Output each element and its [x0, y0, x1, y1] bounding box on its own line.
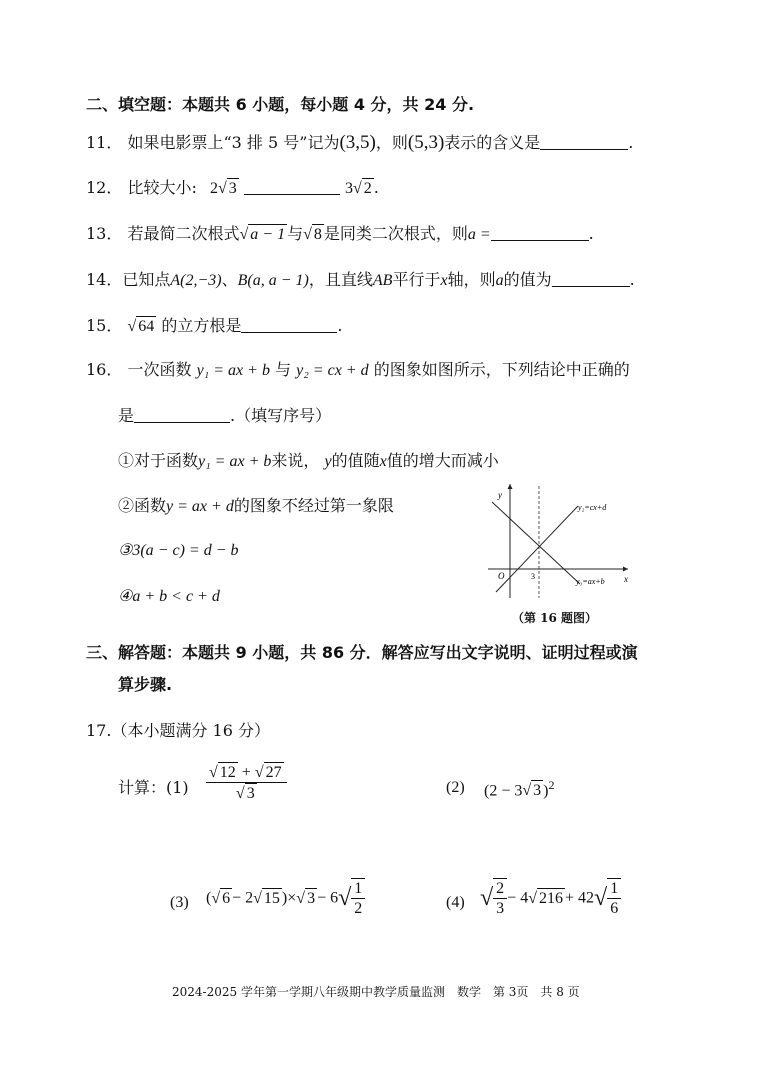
- period: .: [628, 133, 634, 152]
- line-y1-label: y₁=ax+b: [576, 577, 605, 586]
- page-footer: 2024-2025 学年第一学期八年级期中教学质量监测 数学 第 3页 共 8 页: [172, 985, 580, 999]
- question-text: 已知点: [122, 270, 171, 289]
- part-3-expression: (√ 6 − 2√ 15 )×√ 3 − 6√ $\frac{1}{2}$: [206, 878, 365, 918]
- point-b: B(a, a − 1): [237, 272, 309, 289]
- option-2: ②函数y = ax + d的图象不经过第一象限: [118, 496, 394, 515]
- question-text: 的值为: [503, 270, 552, 289]
- answer-blank[interactable]: [491, 240, 589, 241]
- question-text: 若最简二次根式: [127, 224, 240, 243]
- question-16: [86, 360, 630, 380]
- function-y2: y₂ = cx + d: [296, 362, 369, 379]
- option-3: ③3(a − c) = d − b: [118, 542, 239, 559]
- question-number: 12．: [86, 178, 123, 197]
- coordinate-pair: (5,3): [407, 132, 445, 153]
- origin-label: O: [498, 571, 505, 581]
- question-15: [86, 316, 342, 336]
- part-4-expression: √ $\frac{2}{3}$ − 4√ 216 + 42√ $\frac{1}{6}$: [480, 878, 621, 918]
- question-number: 16．: [86, 360, 123, 379]
- line-label: AB: [372, 272, 393, 289]
- radical-expression: √ 64: [127, 318, 155, 335]
- answer-blank[interactable]: [552, 286, 630, 287]
- x-axis-label: x: [624, 574, 628, 584]
- y-axis-label: y: [498, 490, 502, 500]
- question-text: .（填写序号）: [230, 406, 332, 425]
- variable: a =: [467, 226, 491, 243]
- question-11: [86, 132, 633, 155]
- question-text: 表示的含义是: [444, 133, 541, 152]
- question-text: 与: [287, 224, 304, 243]
- section-3-heading-line-2: 算步骤.: [118, 675, 173, 694]
- period: .: [629, 270, 635, 289]
- question-text: 如果电影票上“3 排 5 号”记为: [127, 133, 340, 152]
- left-expression: 2√ 3: [209, 180, 237, 197]
- answer-blank[interactable]: [244, 194, 340, 195]
- question-text: 比较大小:: [127, 178, 197, 197]
- period: .: [337, 316, 343, 335]
- section-2-heading: 二、填空题：本题共 6 小题，每小题 4 分，共 24 分.: [86, 95, 475, 114]
- question-14: [86, 270, 635, 290]
- question-number: 14．: [86, 270, 123, 289]
- figure-caption: （第 16 题图）: [512, 611, 598, 625]
- question-text: 是: [118, 406, 135, 425]
- question-text: 是同类二次根式，则: [323, 224, 468, 243]
- answer-blank[interactable]: [540, 149, 628, 150]
- part-4-label: (4): [446, 894, 465, 911]
- question-text: 与: [275, 360, 292, 379]
- option-1: ①对于函数y₁ = ax + b来说， y的值随x值的增大而减小: [118, 451, 499, 470]
- separator: 、: [221, 270, 238, 289]
- question-16-line-2: [118, 406, 331, 425]
- calc-label: 计算：(1): [118, 778, 189, 797]
- question-12: [86, 178, 379, 198]
- question-text: ，且直线: [308, 270, 373, 289]
- part-3-label: (3): [170, 894, 189, 911]
- tick-label-3: 3: [531, 572, 535, 581]
- option-4: ④a + b < c + d: [118, 588, 220, 605]
- period: .: [373, 178, 379, 197]
- answer-blank[interactable]: [241, 332, 337, 333]
- part-2-label: (2): [446, 779, 465, 796]
- part-2-expression: (2 − 3√ 3 )$^2$: [484, 778, 555, 800]
- variable: a: [495, 272, 504, 289]
- coordinate-pair: (3,5): [339, 132, 376, 153]
- right-expression: 3√ 2: [344, 180, 372, 197]
- line-y2-label: y₂=cx+d: [578, 503, 607, 512]
- answer-blank[interactable]: [134, 422, 230, 423]
- period: .: [588, 224, 594, 243]
- part-1-expression: $\frac{√ 12 + √ 27}{√ 3}$: [206, 762, 287, 803]
- question-17-title: 17.（本小题满分 16 分）: [86, 721, 270, 740]
- question-text: 的立方根是: [161, 316, 242, 335]
- axis-label: x: [440, 272, 448, 289]
- question-number: 13．: [86, 224, 123, 243]
- question-number: 15．: [86, 316, 123, 335]
- radical-expression: √ 8: [303, 226, 322, 243]
- point-a: A(2,−3): [170, 272, 222, 289]
- line-y2: [496, 506, 578, 592]
- section-3-heading: 三、解答题：本题共 9 小题，共 86 分．解答应写出文字说明、证明过程或演: [86, 643, 638, 662]
- question-text: ，则: [375, 133, 408, 152]
- question-text: 的图象如图所示，下列结论中正确的: [373, 360, 630, 379]
- question-number: 11．: [86, 133, 123, 152]
- radical-expression: √ a − 1: [239, 226, 286, 243]
- function-y1: y₁ = ax + b: [196, 362, 270, 379]
- function-graph: [478, 478, 638, 604]
- question-text: 一次函数: [127, 360, 192, 379]
- line-y1: [492, 502, 580, 584]
- question-13: [86, 224, 594, 244]
- question-text: 轴，则: [447, 270, 496, 289]
- question-text: 平行于: [392, 270, 441, 289]
